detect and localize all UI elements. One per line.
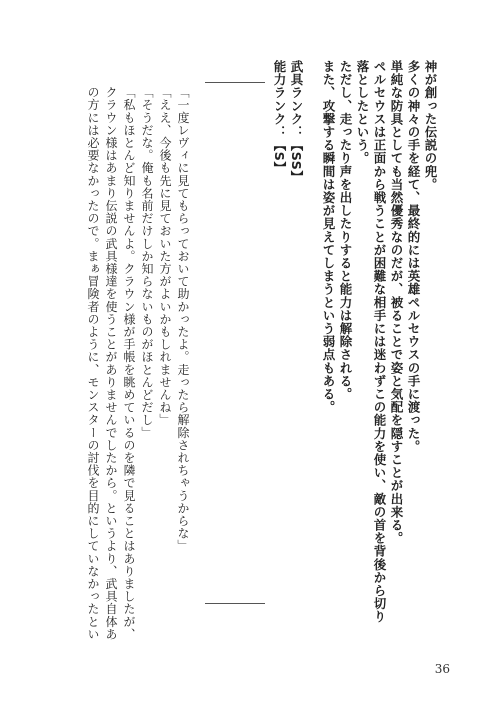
page-number: 36 [434, 662, 450, 676]
description-line-6: ただし、走ったり声を出したりすると能力は解除される。 [338, 60, 353, 401]
dialogue-line-1: 「一度レヴィに見てもらっておいて助かったよ。走ったら解除されちゃうからな」 [176, 86, 190, 553]
description-line-4: ペルセウスは正面から戦うことが困難な相手には迷わずこの能力を使い、敵の首を背後から切り [372, 60, 387, 624]
description-line-1: 神が創った伝説の兜。 [423, 60, 438, 191]
separator-rule-bottom [205, 603, 265, 604]
equipment-rank: 武具ランク：【SS】 [289, 60, 304, 184]
description-line-3: 単純な防具としても当然優秀なのだが、被ることで姿と気配を隠すことが出来る。 [389, 60, 404, 545]
dialogue-line-4: 「私もほとんど知りませんよ。クラウン様が手帳を眺めているのを隣で見ることはありましたが、 [122, 86, 136, 641]
dialogue-line-3: 「そうだな。俺も名前だけしか知らないものがほとんどだし」 [140, 86, 154, 439]
dialogue-line-2: 「ええ、今後も先に見ておいた方がよいかもしれませんね」 [158, 86, 172, 427]
description-line-2: 多くの神々の手を経て、最終的には英雄ペルセウスの手に渡った。 [406, 60, 421, 453]
separator-rule-top [205, 82, 265, 83]
description-line-7: また、攻撃する瞬間は姿が見えてしまうという弱点もある。 [321, 60, 336, 414]
ability-rank: 能力ランク：【S】 [272, 60, 287, 175]
dialogue-line-5: クラウン様はあまり伝説の武具様達を使うことがありませんでしたから。というより、武具自体あ [104, 86, 118, 641]
description-line-5: 落としたという。 [355, 60, 370, 165]
dialogue-line-6: の方には必要なかったので。まぁ冒険者のように、モンスターの討伐を目的にしていなかったとい [86, 86, 100, 641]
